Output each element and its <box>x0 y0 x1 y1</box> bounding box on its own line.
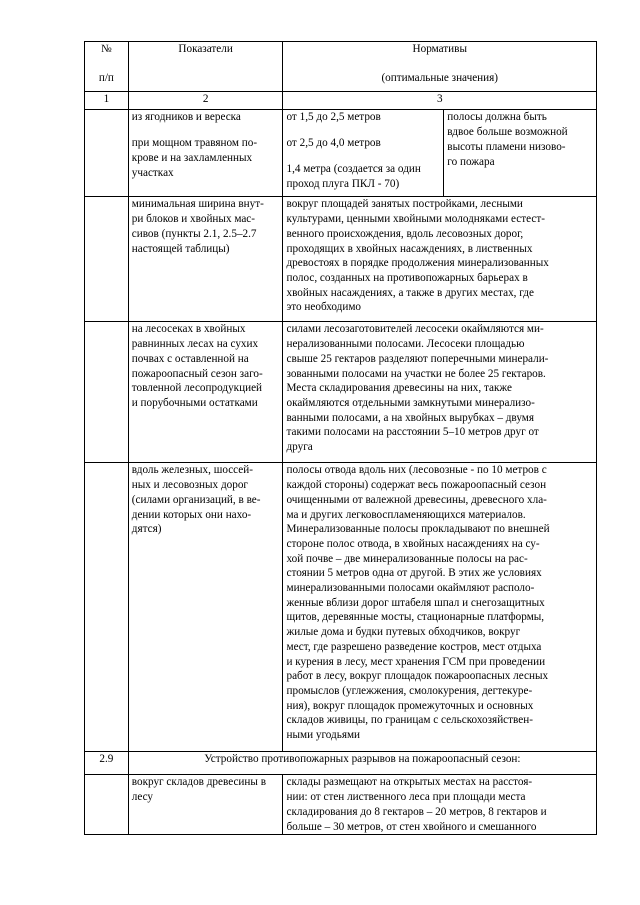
norm-line: полосы отвода вдоль них (лесовозные - по 10 метров с <box>286 464 547 477</box>
norm-line: каждой стороны) содержат весь пожароопасный сезон <box>286 479 547 492</box>
row-number-cell <box>85 322 129 463</box>
indicator-line: из ягодников и вереска <box>131 111 241 124</box>
norm-line: вокруг площадей занятых постройками, лесными <box>286 198 523 211</box>
indicator-cell <box>128 197 283 322</box>
norm-line: минерализованными полосами окаймляют располо- <box>286 582 535 595</box>
norm-line: зованными полосами на участки не более 25 гектаров. <box>286 367 546 380</box>
norm-line: ния), вокруг площадок промежуточных и основных <box>286 699 534 712</box>
norm-line: стоянии 5 метров одна от другой. В этих же условиях <box>286 567 542 580</box>
header-indicators: Показатели <box>178 43 233 55</box>
table-row <box>85 463 597 752</box>
norm-cell <box>283 322 597 463</box>
note-line: го пожара <box>447 155 495 168</box>
table-row <box>85 197 597 322</box>
header-indicators-cell <box>128 42 283 92</box>
indicator-line: крове и на захламленных <box>131 151 253 164</box>
indicator-line: на лесосеках в хвойных <box>131 323 246 336</box>
header-number-abbrev: п/п <box>98 71 114 84</box>
norm-line: свыше 25 гектаров разделяют поперечными минерали- <box>286 352 549 365</box>
norm-cell <box>283 197 597 322</box>
norm-line: стороне полос отвода, в хвойных насаждениях на су- <box>286 537 540 550</box>
norm-line: хвойных насаждениях, а также в других местах, где <box>286 286 534 299</box>
norm-line: промыслов (углежжения, смолокурения, дегтекуре- <box>286 684 533 697</box>
norm-line: хой почве – две минерализованные полосы на рас- <box>286 552 528 565</box>
header-number-sign: № <box>101 43 112 55</box>
header-norms-cell <box>283 42 597 92</box>
norm-line: работ в лесу, вокруг площадок пожароопасных лесных <box>286 670 549 683</box>
indicator-line: сивов (пункты 2.1, 2.5–2.7 <box>131 227 257 240</box>
column-number-1: 1 <box>85 92 129 110</box>
indicator-line: почвах с оставленной на <box>131 352 249 365</box>
norm-line: складирования до 8 гектаров – 20 метров, 8 гектаров и <box>286 805 547 818</box>
row-number-cell <box>85 463 129 752</box>
norm-line: проходящих в хвойных насаждениях, в лиственных <box>286 242 533 255</box>
norm-line: культурами, ценными хвойными молодняками естест- <box>286 213 545 226</box>
value-line: от 1,5 до 2,5 метров <box>286 111 381 124</box>
norm-cell <box>283 775 597 835</box>
note-line: полосы должна быть <box>447 111 547 124</box>
norm-line: Места складирования древесины на них, также <box>286 382 512 395</box>
note-line: высоты пламени низово- <box>447 140 566 153</box>
indicator-line: дятся) <box>131 523 162 536</box>
norm-line: склады размещают на открытых местах на расстоя- <box>286 776 533 789</box>
indicator-line: при мощном травяном по- <box>131 137 258 150</box>
indicator-line: товленной лесопродукцией <box>131 382 263 395</box>
indicator-line: (силами организаций, в ве- <box>131 493 261 506</box>
row-number-cell <box>85 775 129 835</box>
indicator-line: и порубочными остатками <box>131 396 258 409</box>
table-row <box>85 110 597 197</box>
indicator-line: дении которых они нахо- <box>131 508 252 521</box>
norm-line: друга <box>286 441 313 454</box>
table-row <box>85 775 597 835</box>
norm-line: и курения в лесу, мест хранения ГСМ при проведении <box>286 655 546 668</box>
header-norms: Нормативы <box>412 43 467 55</box>
table-header-row <box>85 42 597 92</box>
value-line: проход плуга ПКЛ - 70) <box>286 177 400 190</box>
norm-line: древостоях в порядке продолжения минерализованных <box>286 257 549 270</box>
norm-line: полос, созданных на противопожарных барьерах в <box>286 271 528 284</box>
indicator-cell <box>128 110 283 197</box>
indicator-line: настоящей таблицы) <box>131 242 230 255</box>
norm-line: это необходимо <box>286 301 362 314</box>
row-number-cell <box>85 110 129 197</box>
norm-line: щитов, деревянные мосты, стационарные платформы, <box>286 611 545 624</box>
indicator-line: вокруг складов древесины в <box>131 776 266 789</box>
norm-line: ными угодьями <box>286 729 361 742</box>
indicator-line: пожароопасный сезон заго- <box>131 367 263 380</box>
norm-line: женные вблизи дорог штабеля шпал и снегозащитных <box>286 596 545 609</box>
indicator-cell <box>128 775 283 835</box>
value-cell <box>283 110 444 197</box>
note-line: вдвое больше возможной <box>447 126 568 139</box>
norm-line: нии: от стен лиственного леса при площади места <box>286 791 526 804</box>
column-numbers-row <box>85 92 597 110</box>
indicator-line: вдоль железных, шоссей- <box>131 464 253 477</box>
norm-line: ванными полосами, а на хвойных вырубках – двумя <box>286 411 535 424</box>
norm-line: мест, где разрешено разведение костров, мест отдыха <box>286 640 542 653</box>
indicator-line: ных и лесовозных дорог <box>131 479 249 492</box>
norms-table <box>84 41 597 835</box>
norm-line: венного происхождения, вдоль лесовозных дорог, <box>286 227 524 240</box>
section-row <box>85 752 597 775</box>
indicator-line: лесу <box>131 791 154 804</box>
norm-line: складов живицы, по границам с сельскохозяйствен- <box>286 714 533 727</box>
norm-line: ма и других легковоспламеняющихся материалов. <box>286 508 526 521</box>
norm-line: очищенными от валежной древесины, древесного хла- <box>286 493 547 506</box>
norm-cell <box>283 463 597 752</box>
norm-line: жилые дома и будки путевых обходчиков, вокруг <box>286 626 521 639</box>
indicator-line: участках <box>131 166 174 179</box>
norm-line: больше – 30 метров, от стен хвойного и смешанного <box>286 820 537 833</box>
column-number-2: 2 <box>128 92 283 110</box>
value-line: от 2,5 до 4,0 метров <box>286 137 381 150</box>
norm-line: такими полосами на расстоянии 5–10 метров друг от <box>286 426 539 439</box>
table-row <box>85 322 597 463</box>
indicator-cell <box>128 322 283 463</box>
norm-line: силами лесозаготовителей лесосеки окаймляются ми- <box>286 323 544 336</box>
norm-line: Минерализованные полосы прокладывают по внешней <box>286 523 550 536</box>
column-number-3: 3 <box>283 92 597 110</box>
norm-line: нерализованными полосами. Лесосеки площадью <box>286 338 525 351</box>
indicator-cell <box>128 463 283 752</box>
header-number-cell <box>85 42 129 92</box>
row-number-cell <box>85 197 129 322</box>
section-number: 2.9 <box>85 752 129 775</box>
indicator-line: равнинных лесах на сухих <box>131 338 259 351</box>
value-line: 1,4 метра (создается за один <box>286 162 421 175</box>
indicator-line: минимальная ширина внут- <box>131 198 264 211</box>
header-norms-sub: (оптимальные значения) <box>381 71 499 84</box>
norm-line: окаймляются отдельными замкнутыми минерализо- <box>286 396 535 409</box>
section-title: Устройство противопожарных разрывов на пожароопасный сезон: <box>128 752 596 775</box>
note-cell <box>444 110 597 197</box>
indicator-line: ри блоков и хвойных мас- <box>131 213 255 226</box>
